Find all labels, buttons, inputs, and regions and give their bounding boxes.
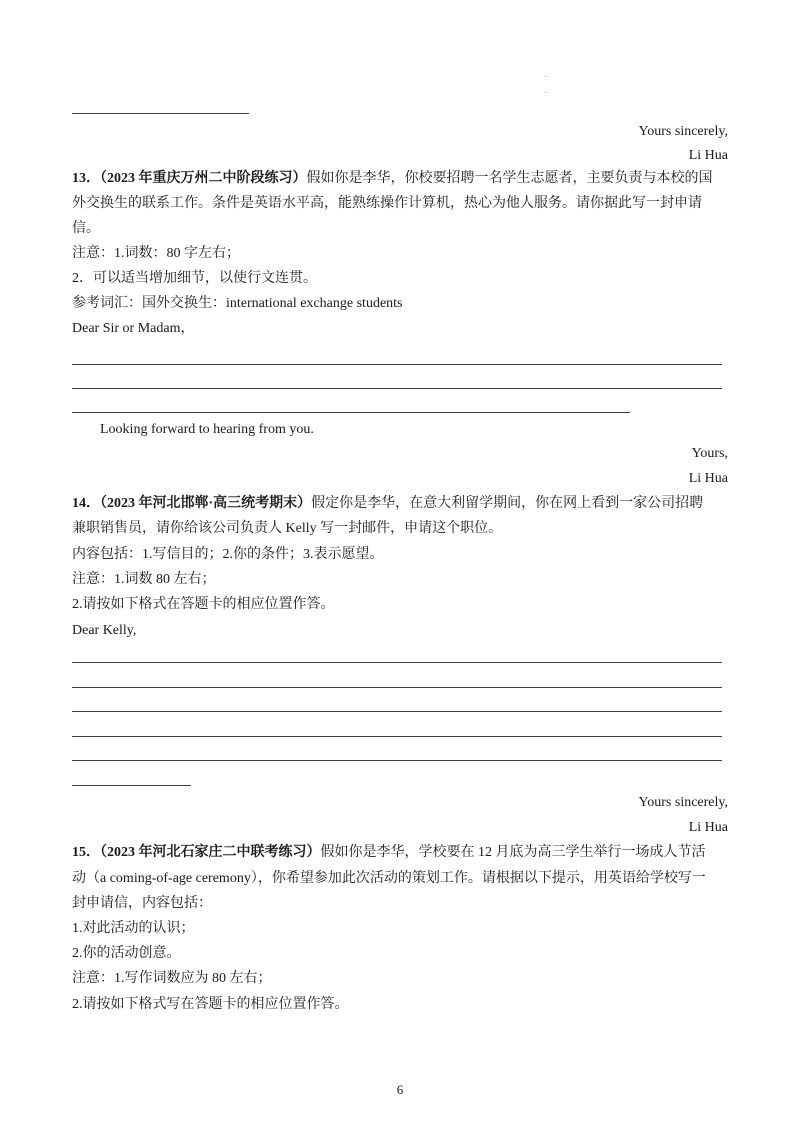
- question-number: 15．: [72, 845, 100, 860]
- page-number: 6: [396, 1082, 404, 1097]
- source-year: （2023 年: [100, 496, 153, 511]
- answer-line: [72, 785, 191, 786]
- closing: Yours sincerely,: [638, 124, 728, 139]
- note-text: 注意：1.词数：80 字左右；: [72, 246, 240, 261]
- source-name: 河北邯郸·高三统考期末）: [152, 496, 312, 511]
- point-text: 1.对此活动的认识；: [72, 921, 195, 936]
- answer-line: [72, 760, 722, 761]
- salutation: Dear Kelly,: [72, 623, 137, 638]
- question-number: 14．: [72, 496, 100, 511]
- prompt-text: 假定你是李华，在意大利留学期间，你在网上看到一家公司招聘: [311, 496, 704, 511]
- note-text: 注意：1.写作词数应为 80 左右；: [72, 971, 272, 986]
- scan-dot: [545, 92, 546, 93]
- signature: Li Hua: [688, 148, 728, 163]
- source-year: （2023 年: [100, 171, 153, 186]
- prompt-text: 兼职销售员，请你给该公司负责人 Kelly 写一封邮件，申请这个职位。: [72, 521, 503, 536]
- prompt-text: 封申请信，内容包括：: [72, 896, 212, 911]
- prompt-text: 假如你是李华，你校要招聘一名学生志愿者，主要负责与本校的国: [306, 171, 713, 186]
- answer-line: [72, 388, 722, 389]
- note-text: 注意：1.词数 80 左右；: [72, 572, 216, 587]
- prompt-text: 动（a coming-of-age ceremony），你希望参加此次活动的策划工作。请根据以下提示，用英语给学校写一: [72, 871, 706, 886]
- letter-ending: Looking forward to hearing from you.: [100, 422, 314, 437]
- answer-line: [72, 711, 722, 712]
- prompt-text: 信。: [72, 221, 100, 236]
- closing: Yours sincerely,: [638, 795, 728, 810]
- question-15-line1: [72, 846, 706, 860]
- point-text: 2.你的活动创意。: [72, 946, 181, 961]
- answer-line: [72, 687, 722, 688]
- answer-line: [72, 736, 722, 737]
- question-14-line1: [72, 497, 703, 511]
- signature: Li Hua: [688, 820, 728, 835]
- answer-line: [72, 412, 630, 413]
- signature: Li Hua: [688, 471, 728, 486]
- closing: Yours,: [691, 446, 728, 461]
- question-number: 13．: [72, 171, 100, 186]
- note-text: 2.请按如下格式在答题卡的相应位置作答。: [72, 597, 335, 612]
- note-text: 2.请按如下格式写在答题卡的相应位置作答。: [72, 997, 349, 1012]
- question-13-line1: [72, 172, 713, 186]
- answer-line: [72, 662, 722, 663]
- answer-line: [72, 113, 249, 114]
- prompt-text: 假如你是李华，学校要在 12 月底为高三学生举行一场成人节活: [320, 845, 706, 860]
- note-text: 2．可以适当增加细节，以使行文连贯。: [72, 271, 317, 286]
- source-year: （2023 年: [100, 845, 153, 860]
- salutation: Dear Sir or Madam，: [72, 321, 195, 336]
- vocab-text: 参考词汇：国外交换生：international exchange students: [72, 296, 403, 311]
- source-name: 重庆万州二中阶段练习）: [152, 171, 307, 186]
- scan-dot: [545, 76, 546, 77]
- content-text: 内容包括：1.写信目的；2.你的条件；3.表示愿望。: [72, 547, 384, 562]
- source-name: 河北石家庄二中联考练习）: [152, 845, 321, 860]
- prompt-text: 外交换生的联系工作。条件是英语水平高，能熟练操作计算机，热心为他人服务。请你据此写一封申请: [72, 196, 702, 211]
- answer-line: [72, 364, 722, 365]
